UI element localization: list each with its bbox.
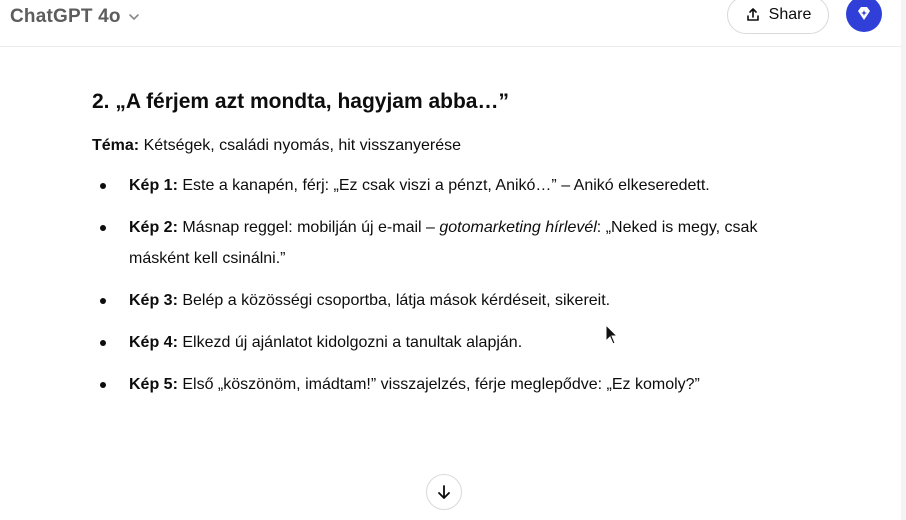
share-label: Share (768, 6, 812, 23)
item-label: Kép 2: (129, 218, 178, 236)
item-italic-text: gotomarketing hírlevél (439, 218, 597, 236)
model-selector[interactable] (10, 4, 141, 30)
scrollbar-track[interactable] (901, 0, 906, 520)
item-text: Belép a közösségi csoportba, látja mások kérdéseit, sikereit. (177, 291, 611, 309)
avatar[interactable] (846, 0, 882, 32)
item-text: Másnap reggel: mobilján új e-mail – (177, 218, 440, 236)
item-text: Elkezd új ajánlatot kidolgozni a tanultak alapján. (177, 333, 523, 351)
arrow-down-icon (435, 483, 453, 501)
item-text: Első „köszönöm, imádtam!” visszajelzés, férje meglepődve: „Ez komoly?” (177, 375, 700, 393)
topic-line (92, 135, 792, 157)
item-label: Kép 3: (129, 291, 178, 309)
share-button[interactable] (727, 0, 829, 34)
chevron-down-icon (127, 10, 141, 24)
item-text: : „Neked is megy, csak másként kell csinálni.” (129, 218, 758, 267)
list-item (92, 285, 792, 316)
item-label: Kép 1: (129, 176, 178, 194)
item-label: Kép 5: (129, 375, 178, 393)
mouse-cursor-icon (605, 324, 619, 346)
assistant-message (92, 88, 792, 411)
image-list (92, 170, 792, 400)
scroll-to-bottom-button[interactable] (426, 474, 462, 510)
top-bar (0, 0, 906, 47)
topic-label: Téma: (92, 137, 140, 155)
item-label: Kép 4: (129, 333, 178, 351)
item-text: Este a kanapén, férj: „Ez csak viszi a pénzt, Anikó…” – Anikó elkeseredett. (177, 176, 710, 194)
list-item (92, 170, 792, 201)
share-icon (745, 7, 761, 23)
list-item (92, 369, 792, 400)
list-item (92, 212, 792, 274)
model-name: ChatGPT 4o (10, 6, 121, 27)
topic-text: Kétségek, családi nyomás, hit visszanyerése (139, 137, 462, 155)
avatar-diamond-icon (854, 4, 874, 24)
section-heading: 2. „A férjem azt mondta, hagyjam abba…” (92, 90, 509, 113)
list-item (92, 327, 792, 358)
